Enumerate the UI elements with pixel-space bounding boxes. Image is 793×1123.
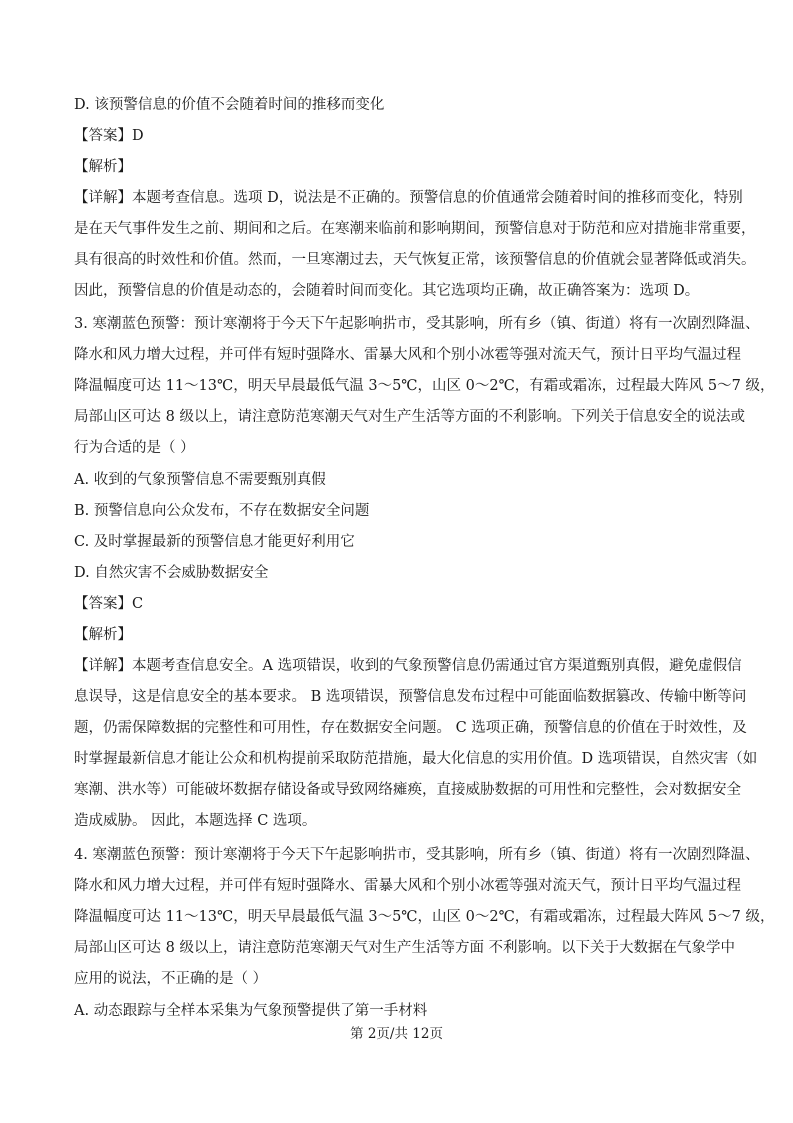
q3-explanation-line: 息误导，这是信息安全的基本要求。 B 选项错误，预警信息发布过程中可能面临数据篡改、传输中断等问 xyxy=(74,689,747,705)
q3-option-a: A. 收到的气象预警信息不需要甄别真假 xyxy=(74,472,326,488)
q3-option-d: D. 自然灾害不会威胁数据安全 xyxy=(74,565,269,581)
q3-analysis-label: 【解析】 xyxy=(74,627,132,643)
q3-stem-line: 降温幅度可达 11～13℃，明天早晨最低气温 3～5℃，山区 0～2℃，有霜或霜冻，过程最大阵风 5～7 级， xyxy=(74,378,775,394)
q2-option-d: D. 该预警信息的价值不会随着时间的推移而变化 xyxy=(74,97,385,113)
q3-explanation-line: 【详解】本题考查信息安全。A 选项错误，收到的气象预警信息仍需通过官方渠道甄别真假，避免虚假信 xyxy=(74,658,742,674)
page-number-footer: 第 2页/共 12页 xyxy=(350,1026,443,1042)
q3-stem-line: 3. 寒潮蓝色预警：预计寒潮将于今天下午起影响扸市，受其影响，所有乡（镇、街道）将有一次剧烈降温、 xyxy=(74,316,760,332)
q3-option-b: B. 预警信息向公众发布，不存在数据安全问题 xyxy=(74,503,370,519)
q2-explanation-line: 因此，预警信息的价值是动态的，会随着时间而变化。其它选项均正确，故正确答案为：选项 D。 xyxy=(74,283,700,299)
q4-stem-line: 应用的说法，不正确的是（ ） xyxy=(74,971,268,987)
q4-option-a: A. 动态跟踪与全样本采集为气象预警提供了第一手材料 xyxy=(74,1003,428,1019)
q3-explanation-line: 造成威胁。 因此，本题选择 C 选项。 xyxy=(74,813,317,829)
q2-analysis-label: 【解析】 xyxy=(74,159,132,175)
q2-explanation-line: 【详解】本题考查信息。选项 D，说法是不正确的。预警信息的价值通常会随着时间的推移而变化，特别 xyxy=(74,190,743,206)
q2-explanation-line: 是在天气事件发生之前、期间和之后。在寒潮来临前和影响期间，预警信息对于防范和应对措施非常重要， xyxy=(74,221,756,237)
q3-option-c: C. 及时掌握最新的预警信息才能更好利用它 xyxy=(74,534,355,550)
q3-answer: 【答案】C xyxy=(74,596,144,612)
q3-explanation-line: 时掌握最新信息才能让公众和机构提前采取防范措施，最大化信息的实用价值。D 选项错误，自然灾害（如 xyxy=(74,751,758,767)
q4-stem-line: 4. 寒潮蓝色预警：预计寒潮将于今天下午起影响扸市，受其影响，所有乡（镇、街道）将有一次剧烈降温、 xyxy=(74,847,760,863)
q3-explanation-line: 寒潮、洪水等）可能破坏数据存储设备或导致网络瘫痪，直接威胁数据的可用性和完整性，会对数据安全 xyxy=(74,782,741,798)
q3-explanation-line: 题，仍需保障数据的完整性和可用性，存在数据安全问题。 C 选项正确，预警信息的价值在于时效性，及 xyxy=(74,720,747,736)
q3-stem-line: 降水和风力增大过程，并可伴有短时强降水、雷暴大风和个别小冰雹等强对流天气，预计日平均气温过程 xyxy=(74,347,741,363)
q4-stem-line: 降温幅度可达 11～13℃，明天早晨最低气温 3～5℃，山区 0～2℃，有霜或霜冻，过程最大阵风 5～7 级， xyxy=(74,909,775,925)
q2-answer: 【答案】D xyxy=(74,128,144,144)
q4-stem-line: 局部山区可达 8 级以上，请注意防范寒潮天气对生产生活等方面 不利影响。以下关于大数据在气象学中 xyxy=(74,940,736,956)
q3-stem-line: 局部山区可达 8 级以上，请注意防范寒潮天气对生产生活等方面的不利影响。下列关于信息安全的说法或 xyxy=(74,409,745,425)
q3-stem-line: 行为合适的是（ ） xyxy=(74,440,195,456)
q2-explanation-line: 具有很高的时效性和价值。然而，一旦寒潮过去，天气恢复正常，该预警信息的价值就会显著降低或消失。 xyxy=(74,252,756,268)
q4-stem-line: 降水和风力增大过程，并可伴有短时强降水、雷暴大风和个别小冰雹等强对流天气，预计日平均气温过程 xyxy=(74,878,741,894)
